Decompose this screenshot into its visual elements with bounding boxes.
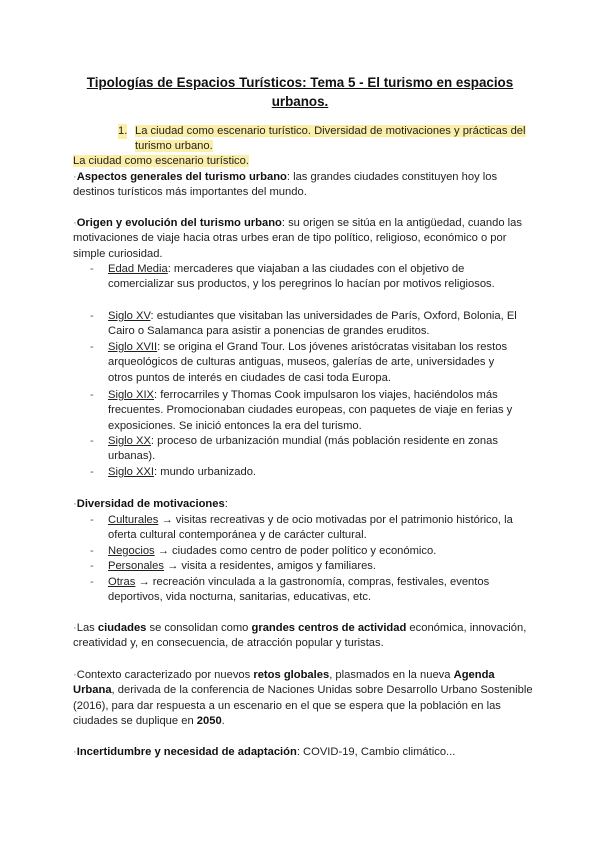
paragraph-incertidumbre: [73, 745, 533, 760]
dash-marker: -: [90, 389, 94, 401]
item-text: : mundo urbanizado.: [154, 466, 257, 478]
item-label: Siglo XVII: [108, 341, 158, 353]
bold-run: grandes centros de actividad: [251, 622, 407, 634]
document-title: Tipologías de Espacios Turísticos: Tema 5 - El turismo en espacios urbanos.: [86, 75, 514, 109]
item-label: Negocios: [108, 545, 155, 557]
text-run: Las: [76, 622, 98, 634]
diversidad-bold: Diversidad de motivaciones: [76, 498, 225, 510]
paragraph-contexto: [73, 668, 533, 729]
dash-marker: -: [90, 545, 94, 557]
dash-marker: -: [90, 560, 94, 572]
dash-marker: -: [90, 310, 94, 322]
arrow-icon: →: [167, 560, 179, 572]
item-text: visita a residentes, amigos y familiares.: [178, 560, 377, 572]
paragraph-ciudades: [73, 621, 533, 652]
item-text: ciudades como centro de poder político y económico.: [168, 545, 437, 557]
origen-bold: Origen y evolución del turismo urbano: [76, 217, 282, 229]
aspectos-bold: Aspectos generales del turismo urbano: [76, 171, 287, 183]
item-label: Otras: [108, 576, 136, 588]
heading-text: La ciudad como escenario turístico. Diversidad de motivaciones y prácticas del turismo urbano.: [135, 125, 526, 153]
diversidad-text: :: [224, 498, 228, 510]
heading-number: 1.: [118, 124, 127, 139]
bullet-dot: ·: [73, 171, 77, 183]
item-label: Siglo XV: [108, 310, 151, 322]
item-label: Siglo XIX: [108, 389, 155, 401]
text-run: económica, innovación, creatividad y, en consecuencia, de atracción popular y turistas.: [73, 622, 527, 650]
item-text: : proceso de urbanización mundial (más población residente en zonas urbanas).: [108, 435, 498, 463]
incertidumbre-bold: Incertidumbre y necesidad de adaptación: [76, 746, 297, 758]
item-label: Edad Media: [108, 263, 168, 275]
item-text: recreación vinculada a la gastronomía, compras, festivales, eventos deportivos, vida nocturna, sanitarias, educativas, etc.: [108, 576, 490, 604]
item-label: Siglo XX: [108, 435, 151, 447]
bullet-dot: ·: [73, 498, 77, 510]
bold-run: 2050: [196, 714, 222, 727]
bold-run: ciudades: [97, 622, 147, 634]
list-item: [90, 262, 520, 293]
item-text: : mercaderes que viajaban a las ciudades con el objetivo de comercializar sus productos, y los peregrinos lo hacían por motivos religiosos.: [108, 263, 495, 291]
subtitle-text: La ciudad como escenario turístico.: [73, 155, 249, 167]
item-label: Culturales: [108, 514, 159, 526]
text-run: .: [221, 714, 225, 727]
aspectos-text: : las grandes ciudades constituyen hoy los destinos turísticos más importantes del mundo.: [73, 171, 498, 199]
list-item: [90, 434, 520, 465]
list-item: [90, 513, 520, 544]
list-item: [90, 465, 520, 480]
list-item: [90, 559, 520, 574]
paragraph-diversidad: [73, 497, 533, 512]
arrow-icon: →: [161, 514, 173, 526]
origen-text: : su origen se sitúa en la antigüedad, cuando las motivaciones de viaje hacia otras urbes eran de tipo político, religioso, económico o por simple curiosidad.: [73, 217, 522, 260]
bullet-dot: ·: [73, 746, 77, 758]
list-item: [90, 309, 520, 340]
dash-marker: -: [90, 576, 94, 588]
item-label: Siglo XXI: [108, 466, 155, 478]
arrow-icon: →: [138, 576, 150, 588]
paragraph-origen: [73, 216, 533, 262]
bold-run: retos globales: [253, 669, 330, 681]
item-text: : ferrocarriles y Thomas Cook impulsaron los viajes, haciéndolos más frecuentes. Promocionaban ciudades europeas, con paquetes de viaje en ferias y exposiciones. Se inició entonces la era del turismo.: [108, 389, 513, 432]
dash-marker: -: [90, 466, 94, 478]
text-run: , plasmados en la nueva: [329, 669, 454, 681]
bullet-dot: ·: [73, 669, 77, 681]
list-item: [90, 388, 520, 434]
text-run: Contexto caracterizado por nuevos: [76, 669, 254, 681]
arrow-icon: →: [157, 545, 169, 557]
dash-marker: -: [90, 435, 94, 447]
dash-marker: -: [90, 514, 94, 526]
list-item: [90, 575, 520, 606]
text-run: se consolidan como: [146, 622, 252, 634]
item-text: visitas recreativas y de ocio motivadas por el patrimonio histórico, la oferta cultural contemporánea y de carácter cultural.: [108, 514, 513, 542]
bullet-dot: ·: [73, 622, 77, 634]
item-text: : se origina el Grand Tour. Los jóvenes aristócratas visitaban los restos arqueológicos de culturas antiguas, museos, galerías de arte, universidades y otros puntos de interés en ciudades de casi toda Europa.: [108, 341, 508, 384]
list-item: [90, 340, 520, 386]
list-item: [90, 544, 520, 559]
item-label: Personales: [108, 560, 164, 572]
numbered-heading-1: [70, 124, 530, 155]
bold-run: Agenda Urbana: [73, 669, 495, 697]
item-text: : estudiantes que visitaban las universidades de París, Oxford, Bolonia, El Cairo o Salamanca para asistir a ponencias de grandes eruditos.: [108, 310, 517, 338]
dash-marker: -: [90, 341, 94, 353]
paragraph-aspectos: [73, 170, 533, 201]
section-subtitle: [73, 154, 533, 169]
dash-marker: -: [90, 263, 94, 275]
text-run: , derivada de la conferencia de Naciones Unidas sobre Desarrollo Urbano Sostenible (2016), para dar respuesta a un escenario en el que se espera que la población en las ciudades se duplique en: [73, 684, 533, 727]
bullet-dot: ·: [73, 217, 77, 229]
incertidumbre-text: : COVID-19, Cambio climático...: [296, 746, 456, 758]
